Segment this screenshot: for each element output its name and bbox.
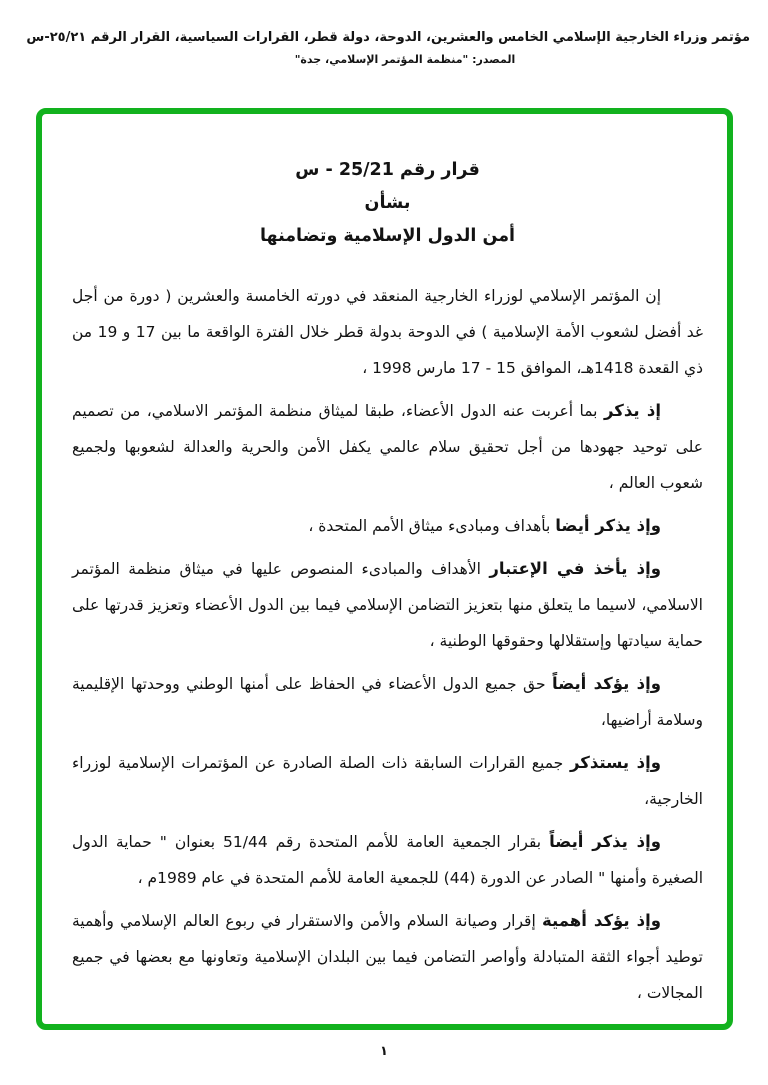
paragraph-recalling-resolutions — [72, 745, 703, 817]
resolution-subject: أمن الدول الإسلامية وتضامنها — [259, 226, 516, 246]
page-header — [26, 30, 750, 66]
resolution-body — [72, 278, 703, 1011]
paragraph-text: بأهداف ومبادىء ميثاق الأمم المتحدة ، — [308, 517, 556, 535]
paragraph-lead: وإذ يذكر أيضا — [555, 516, 661, 535]
paragraph-text: جميع القرارات السابقة ذات الصلة الصادرة عن المؤتمرات الإسلامية لوزراء الخارجية، — [72, 754, 703, 808]
resolution-title-block — [72, 154, 703, 253]
paragraph-preamble — [72, 278, 703, 386]
paragraph-lead: وإذ يؤكد أهمية — [541, 911, 661, 930]
paragraph-un-resolution — [72, 824, 703, 896]
paragraph-recalling — [72, 393, 703, 501]
paragraph-text: حق جميع الدول الأعضاء في الحفاظ على أمنها الوطني ووحدتها الإقليمية وسلامة أراضيها، — [72, 675, 703, 729]
paragraph-affirming — [72, 666, 703, 738]
document-border-frame — [36, 108, 733, 1030]
paragraph-stressing — [72, 903, 703, 1011]
paragraph-text: بقرار الجمعية العامة للأمم المتحدة رقم 51/44 بعنوان " حماية الدول الصغيرة وأمنها " الصادر عن الدورة (44) للجمعية العامة للأمم المتحدة في عام 1989م ، — [72, 833, 703, 887]
paragraph-lead: وإذ يستذكر — [569, 753, 661, 772]
paragraph-text: الأهداف والمبادىء المنصوص عليها في ميثاق منظمة المؤتمر الاسلامي، لاسيما ما يتعلق منها بتعزيز التضامن الإسلامي فيما بين الدول الأعضاء وتعزيز قدرتها على حماية سيادتها وإستقلالها وحقوقها الوطنية ، — [72, 560, 703, 650]
header-source: المصدر: "منظمة المؤتمر الإسلامي، جدة" — [294, 53, 516, 66]
resolution-number: قرار رقم 25/21 - س — [295, 160, 480, 180]
paragraph-considering — [72, 551, 703, 659]
paragraph-text: بما أعربت عنه الدول الأعضاء، طبقا لميثاق منظمة المؤتمر الاسلامي، من تصميم على توحيد جهودها من أجل تحقيق سلام عالمي يكفل الأمن والحرية والعدالة لشعوبها ولجميع شعوب العالم ، — [72, 402, 703, 492]
paragraph-lead: وإذ يؤكد أيضاً — [552, 674, 661, 693]
page-number: ١ — [380, 1044, 388, 1059]
paragraph-text: إن المؤتمر الإسلامي لوزراء الخارجية المنعقد في دورته الخامسة والعشرين ( دورة من أجل غد أفضل لشعوب الأمة الإسلامية ) في الدوحة بدولة قطر خلال الفترة الواقعة ما بين 17 و 19 من ذي القعدة 1418هـ، الموافق 15 - 17 مارس 1998 ، — [72, 287, 703, 377]
paragraph-lead: إذ يذكر — [603, 401, 661, 420]
paragraph-lead: وإذ يأخذ في الإعتبار — [489, 559, 661, 578]
paragraph-recalling-also — [72, 508, 703, 544]
paragraph-lead: وإذ يذكر أيضاً — [549, 832, 661, 851]
header-citation: مؤتمر وزراء الخارجية الإسلامي الخامس والعشرين، الدوحة، دولة قطر، القرارات السياسية، القرار الرقم ٢٥/٢١-س — [26, 30, 750, 45]
paragraph-text: إقرار وصيانة السلام والأمن والاستقرار في ربوع العالم الإسلامي وأهمية توطيد أجواء الثقة المتبادلة وأواصر التضامن فيما بين البلدان الإسلامية وتعاونها مع بعضها في جميع المجالات ، — [72, 912, 703, 1002]
resolution-regarding: بشأن — [364, 193, 411, 213]
